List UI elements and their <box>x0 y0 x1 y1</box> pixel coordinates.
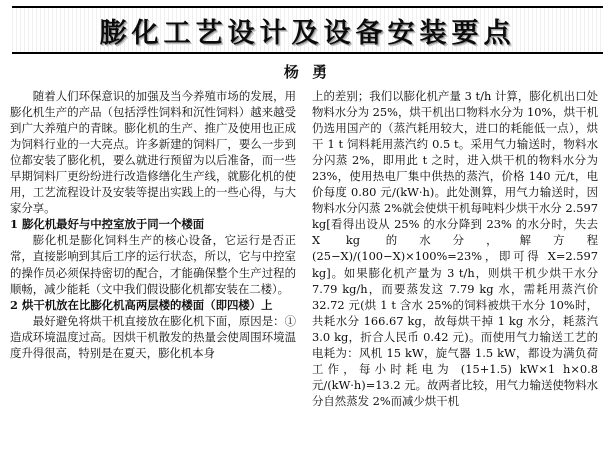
body-columns <box>10 88 605 409</box>
right-paragraph-1: 上的差别；我们以膨化机产量 3 t/h 计算，膨化机出口处物料水分为 25%，烘干机出口物料水分为 10%，烘干机仍选用国产的（蒸汽耗用较大，进口的耗能低一点），烘干 1 t 饲料耗用蒸汽约 0.5 t。采用气力输送时，物料水分闪蒸 2%，即用此 t 之时，进入烘干机的物料水分为 23%，使用热电厂集中供热的蒸汽，价格 140 元/t，电价每度 0.80 元/(kW·h)。此处测算，用气力输送时，因物料水分闪蒸 2%就会使烘干机每吨料少烘干水分 2.597 kg[看得出设从 25% 的水分降到 23% 的水分时，失去 X kg 的水分，解方程(25−X)/(100−X)×100%=23%，即可得 X=2.597 kg]。如果膨化机产量为 3 t/h，则烘干机少烘干水分 7.79 kg/h，而要蒸发这 7.79 kg 水，需耗用蒸汽价 32.72 元(烘 1 t 含水 25%的饲料被烘干水分 10%时，共耗水分 166.67 kg，故每烘干掉 1 kg 水分，耗蒸汽 3.0 kg，折合人民币 0.42 元)。而使用气力输送工艺的电耗为：风机 15 kW，旋气器 1.5 kW，都设为满负荷工作，每小时耗电为 (15+1.5) kW×1 h×0.8 元/(kW·h)=13.2 元。故两者比较，用气力输送使物料水分自然蒸发 2%而减少烘干机 <box>312 89 598 408</box>
title-band <box>12 6 603 54</box>
left-intro-paragraph: 随着人们环保意识的加强及当今养殖市场的发展，用膨化机生产的产品（包括浮性饲料和沉性饲料）越来越受到广大养殖户的青睐。膨化机的生产、推广及使用也正成为饲料行业的一大亮点。许多新建的饲料厂，要么一步到位都安装了膨化机，要么就进行预留为以后准备，而一些早期饲料厂更纷纷进行改造修缮化生产线，就膨化机的使用，工艺流程设计及安装等提出实践上的一些心得，与大家分享。 <box>10 89 296 216</box>
left-column <box>10 88 296 409</box>
right-column <box>312 88 598 409</box>
section-heading-1-text: 膨化机最好与中控室放于同一个楼面 <box>21 217 205 232</box>
section-heading-1-number: 1 <box>10 217 18 232</box>
author-name: 杨 勇 <box>283 63 332 81</box>
page-title: 膨化工艺设计及设备安装要点 <box>99 17 516 49</box>
left-paragraph-1: 膨化机是膨化饲料生产的核心设备，它运行是否正常，直接影响到其后工序的运行状态，所以，它与中控室的操作员必须保持密切的配合，才能确保整个生产过程的顺畅，减少能耗（文中我们假设膨化机都安装在二楼）。 <box>10 233 296 296</box>
section-heading-2-number: 2 <box>10 297 18 312</box>
section-heading-2-text: 烘干机放在比膨化机高两层楼的楼面（即四楼）上 <box>21 297 273 312</box>
left-paragraph-2: 最好避免将烘干机直接放在膨化机下面，原因是：①造成环境温度过高。因烘干机散发的热量会使周围环境温度升得很高，特别是在夏天，膨化机本身 <box>10 313 296 360</box>
section-heading-1 <box>10 216 296 232</box>
section-heading-2 <box>10 297 296 313</box>
